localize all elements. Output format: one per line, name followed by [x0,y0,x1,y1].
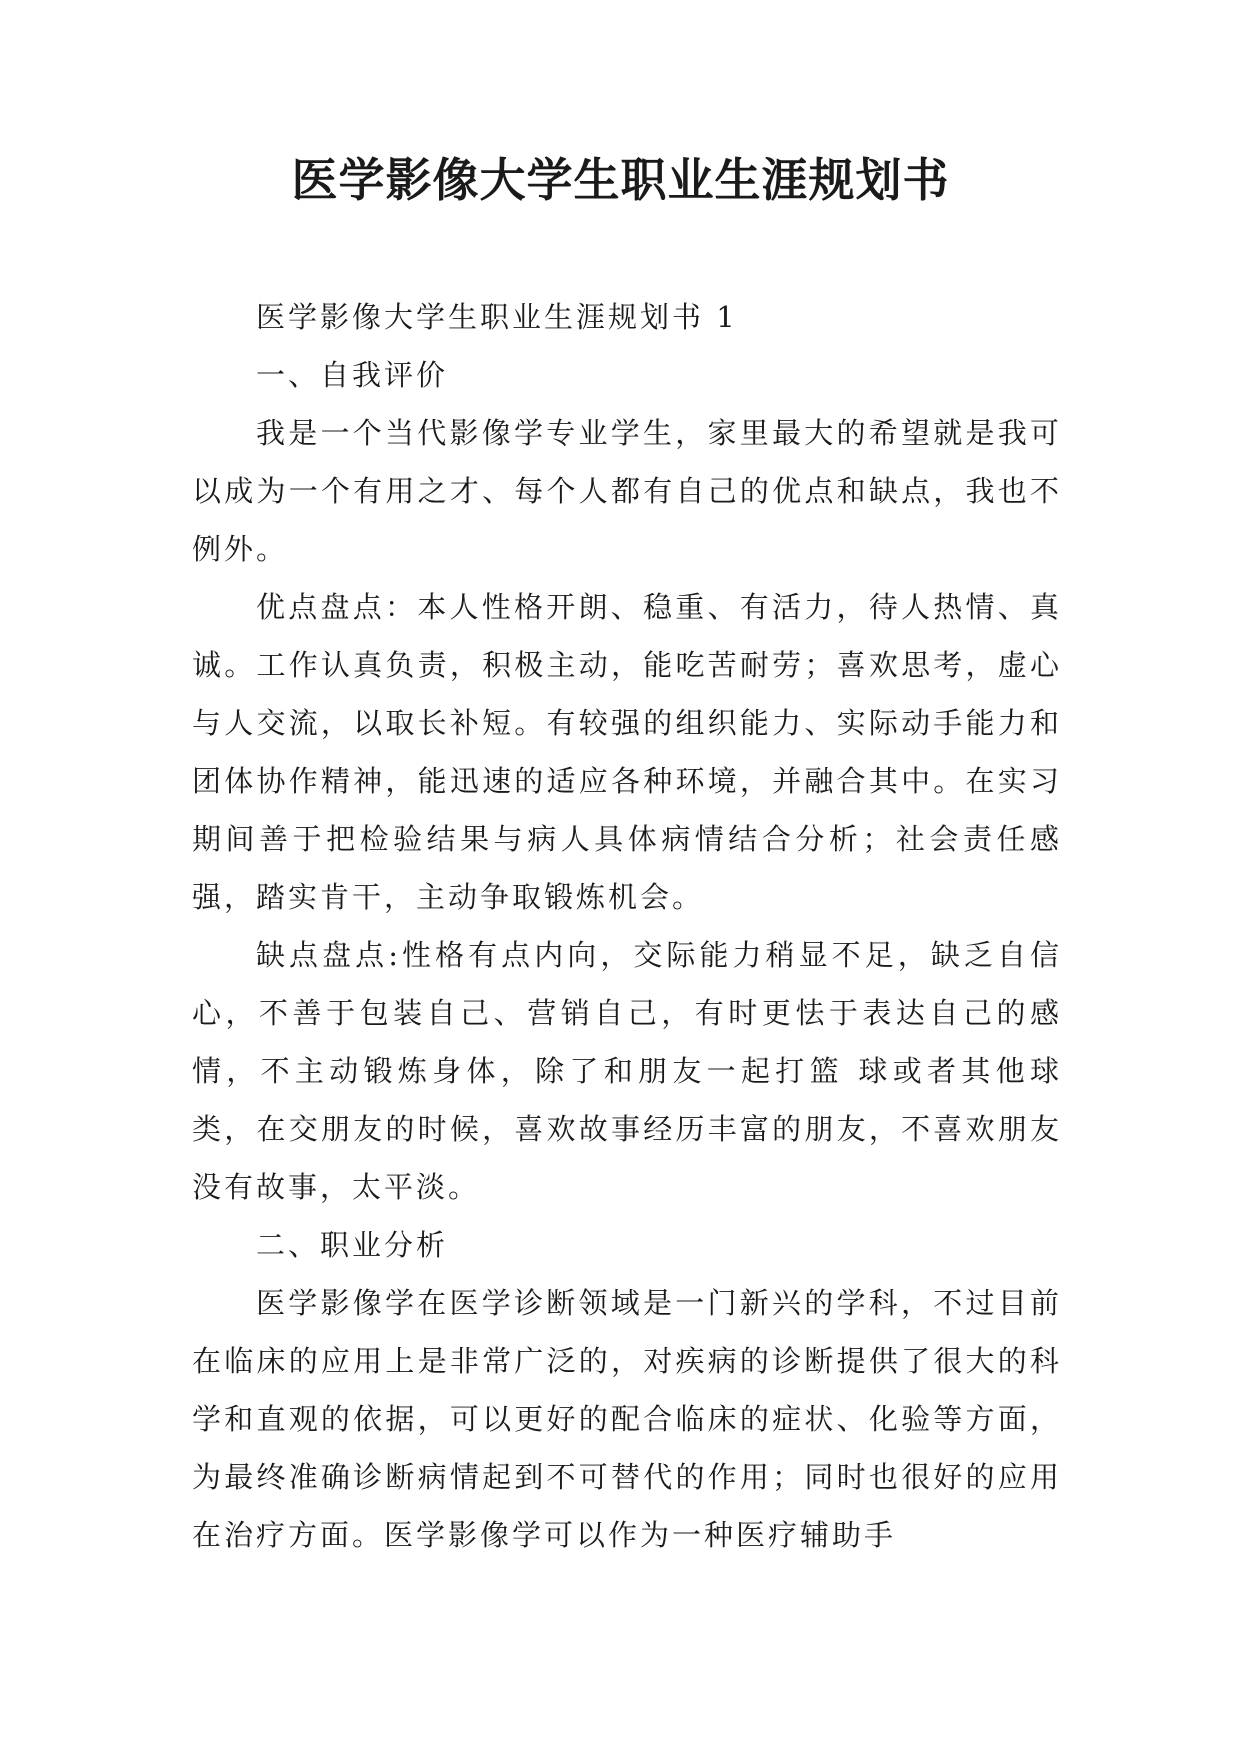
section-heading-career-analysis: 二、职业分析 [256,1228,449,1262]
paragraph-weaknesses: 缺点盘点:性格有点内向，交际能力稍显不足，缺乏自信心，不善于包装自己、营销自己，有时更怯于表达自己的感情，不主动锻炼身体，除了和朋友一起打篮 球或者其他球类，在交朋友的时候，喜欢故事经历丰富的朋友，不喜欢朋友没有故事，太平淡。 [192,938,1062,1204]
paragraph-strengths: 优点盘点：本人性格开朗、稳重、有活力，待人热情、真诚。工作认真负责，积极主动，能吃苦耐劳；喜欢思考，虚心与人交流，以取长补短。有较强的组织能力、实际动手能力和团体协作精神，能迅速的适应各种环境，并融合其中。在实习期间善于把检验结果与病人具体病情结合分析；社会责任感强，踏实肯干，主动争取锻炼机会。 [192,590,1062,914]
document-title: 医学影像大学生职业生涯规划书 [291,153,950,207]
document-body [192,288,1062,1564]
subtitle-paragraph: 医学影像大学生职业生涯规划书 1 [256,300,738,334]
paragraph-career-analysis: 医学影像学在医学诊断领域是一门新兴的学科，不过目前在临床的应用上是非常广泛的，对疾病的诊断提供了很大的科学和直观的依据，可以更好的配合临床的症状、化验等方面，为最终准确诊断病情起到不可替代的作用；同时也很好的应用在治疗方面。医学影像学可以作为一种医疗辅助手 [192,1286,1062,1552]
paragraph-intro: 我是一个当代影像学专业学生，家里最大的希望就是我可以成为一个有用之才、每个人都有自己的优点和缺点，我也不例外。 [192,416,1062,566]
section-heading-self-evaluation: 一、自我评价 [256,358,449,392]
